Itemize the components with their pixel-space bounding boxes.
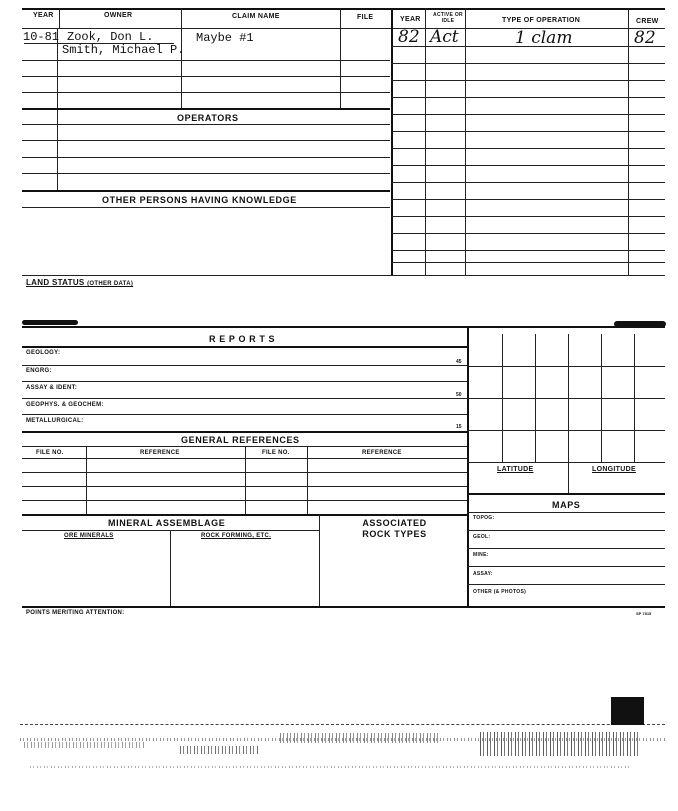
- report-num-1: 45: [456, 359, 462, 365]
- ref-reference: REFERENCE: [140, 450, 180, 456]
- noise-band-3: [280, 733, 440, 743]
- maps-geol: GEOL:: [473, 534, 491, 540]
- report-geophys: GEOPHYS. & GEOCHEM:: [26, 402, 104, 408]
- report-num-2: 50: [456, 392, 462, 398]
- maps-other: OTHER (& PHOTOS): [473, 589, 527, 595]
- record-owner-1: Zook, Don L.: [67, 30, 154, 44]
- header-crew: CREW: [636, 18, 659, 25]
- land-status-text: LAND STATUS: [26, 278, 85, 287]
- ore-minerals-label: ORE MINERALS: [64, 533, 114, 539]
- record-hand-crew: 82: [634, 28, 656, 48]
- mineral-assemblage-heading: MINERAL ASSEMBLAGE: [108, 518, 226, 528]
- maps-mine: MINE:: [473, 552, 489, 558]
- points-heading: POINTS MERITING ATTENTION:: [26, 610, 125, 616]
- report-engrg: ENGRG:: [26, 368, 52, 374]
- record-hand-year: 82: [398, 27, 420, 47]
- noise-band-2: [180, 746, 260, 754]
- header-type-of-operation: TYPE OF OPERATION: [502, 17, 581, 24]
- record-claim-name: Maybe #1: [196, 31, 254, 45]
- general-references-heading: GENERAL REFERENCES: [181, 435, 300, 445]
- ref-reference-2: REFERENCE: [362, 450, 402, 456]
- header-claim-name: CLAIM NAME: [232, 13, 280, 20]
- report-geology: GEOLOGY:: [26, 350, 61, 356]
- report-num-3: 15: [456, 424, 462, 430]
- header-active-idle: ACTIVE OR IDLE: [433, 12, 463, 24]
- header-file: FILE: [357, 14, 374, 21]
- land-status-label: [26, 278, 133, 287]
- report-metallurgical: METALLURGICAL:: [26, 418, 84, 424]
- noise-band-5: [24, 742, 144, 748]
- operators-heading: OPERATORS: [177, 113, 239, 123]
- record-hand-active: Act: [430, 27, 459, 47]
- maps-heading: MAPS: [552, 500, 581, 510]
- other-persons-heading: OTHER PERSONS HAVING KNOWLEDGE: [102, 195, 297, 205]
- noise-band-6: [30, 766, 630, 768]
- ref-file-no: FILE NO.: [36, 450, 64, 456]
- longitude-label: LONGITUDE: [592, 466, 636, 473]
- record-hand-operation: 1 clam: [515, 28, 573, 48]
- latitude-label: LATITUDE: [497, 466, 534, 473]
- maps-assay: ASSAY:: [473, 571, 493, 577]
- header-owner: OWNER: [104, 12, 133, 19]
- land-status-sub: (OTHER DATA): [87, 281, 134, 287]
- noise-band-4: [480, 732, 640, 756]
- form-code: SP 7815: [636, 611, 652, 616]
- header-year-2: YEAR: [400, 16, 421, 23]
- associated-rock-types-heading: ASSOCIATED ROCK TYPES: [362, 518, 427, 539]
- maps-topog: TOPOG:: [473, 515, 495, 521]
- rock-forming-label: ROCK FORMING, ETC.: [201, 533, 272, 539]
- reports-heading: R E P O R T S: [209, 334, 276, 344]
- record-owner-2: Smith, Michael P.: [62, 43, 185, 57]
- scan-black-square: [611, 697, 644, 725]
- ref-file-no-2: FILE NO.: [262, 450, 290, 456]
- report-assay: ASSAY & IDENT:: [26, 385, 78, 391]
- header-year: YEAR: [33, 12, 54, 19]
- record-year: 10-81: [23, 30, 60, 44]
